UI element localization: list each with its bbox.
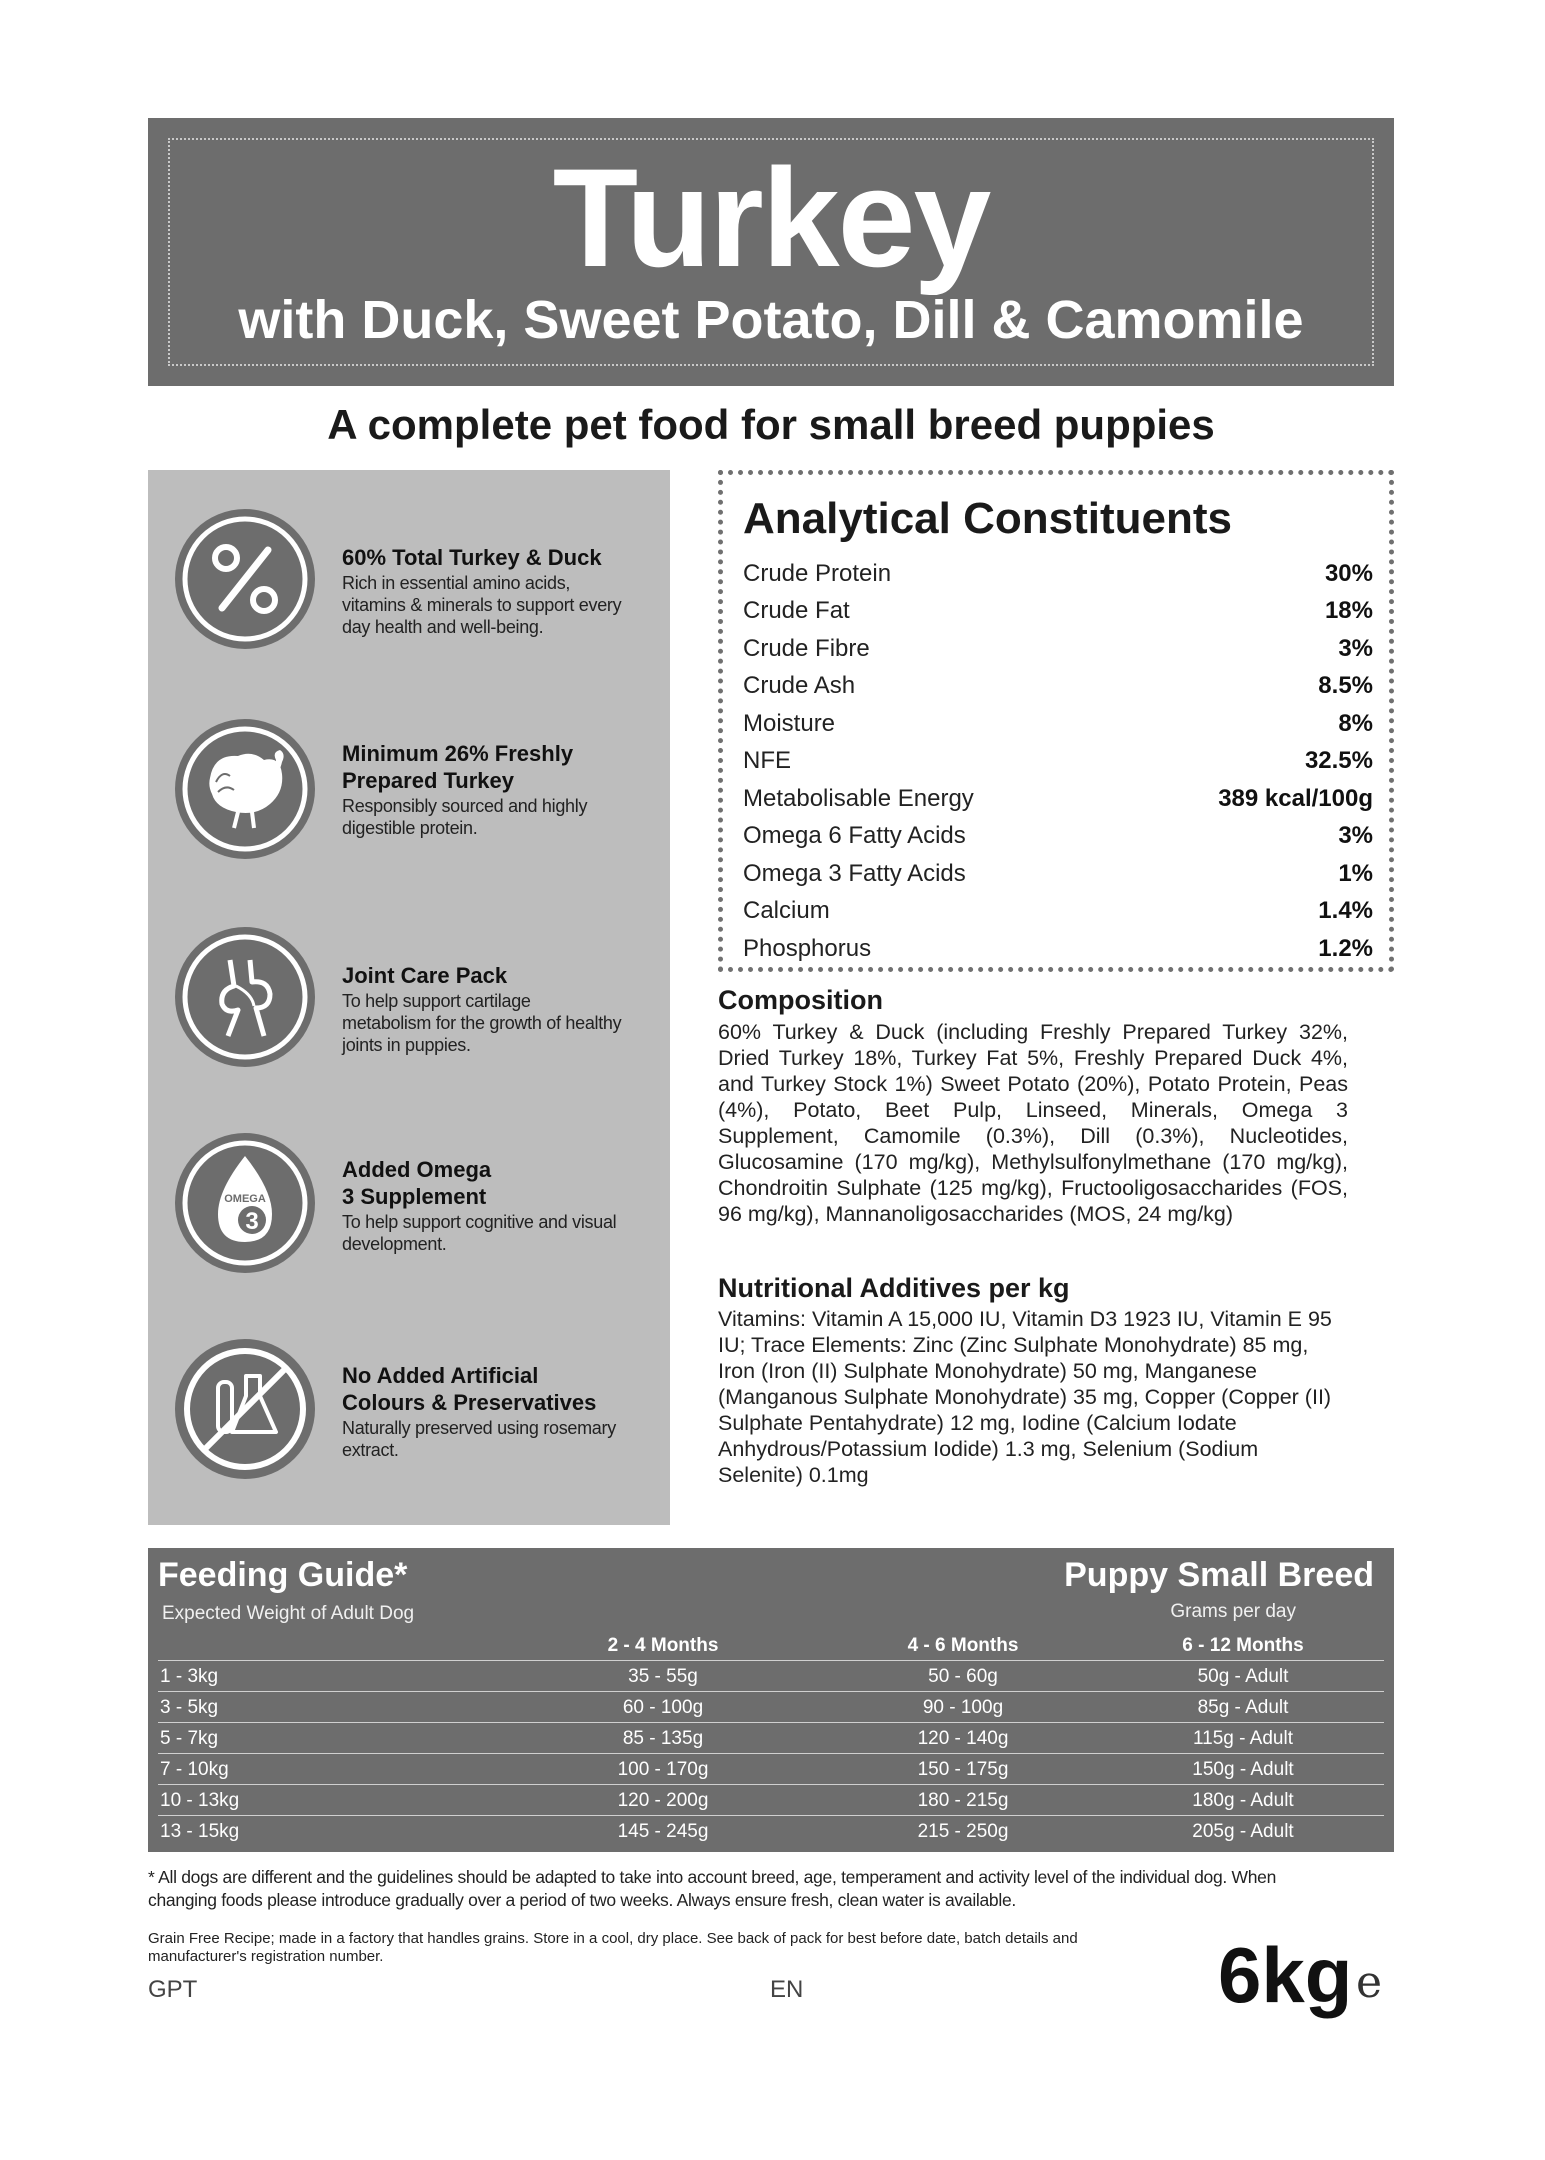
table-row: 7 - 10kg 100 - 170g 150 - 175g 150g - Adult <box>158 1754 1384 1785</box>
feeding-footnote: * All dogs are different and the guidelines should be adapted to take into account breed, age, temperament and activity level of the individual dog. When changing foods please introduce gradually over a period of two weeks. Always ensure fresh, clean water is available. <box>148 1867 1277 1910</box>
no-chemicals-icon <box>172 1336 318 1482</box>
feature-text <box>342 1156 662 1255</box>
composition-title: Composition <box>718 985 883 1015</box>
constituent-row: Phosphorus 1.2% <box>743 934 1373 962</box>
feature-title: Joint Care Pack <box>342 963 508 988</box>
feature-text <box>342 1362 662 1461</box>
table-row: 5 - 7kg 85 - 135g 120 - 140g 115g - Adult <box>158 1723 1384 1754</box>
storage-note: Grain Free Recipe; made in a factory that handles grains. Store in a cool, dry place. See back of pack for best before date, batch details and manufacturer's registration number. <box>148 1930 1078 1965</box>
feature-title: Minimum 26% Freshly Prepared Turkey <box>342 741 574 793</box>
svg-text:3: 3 <box>245 1208 259 1235</box>
analytical-title: Analytical Constituents <box>743 494 1232 543</box>
percent-icon <box>172 506 318 652</box>
language-code: EN <box>770 1976 804 2003</box>
additives-text: Vitamins: Vitamin A 15,000 IU, Vitamin D3 1923 IU, Vitamin E 95 IU; Trace Elements: Zinc (Zinc Sulphate Monohydrate) 85 mg, Iron (Iron (II) Sulphate Monohydrate) 50 mg, Manganese (Manganous Sulphate Monohydrate) 35 mg, Copper (Copper (II) Sulphate Pentahydrate) 12 mg, Iodine (Calcium Iodate Anhydrous/Potassium Iodide) 1.3 mg, Selenium (Sodium Selenite) 0.1mg <box>718 1307 1332 1487</box>
feeding-guide-breed: Puppy Small Breed <box>1064 1556 1374 1594</box>
features-panel <box>148 470 670 1525</box>
feeding-guide-title: Feeding Guide* <box>158 1556 408 1594</box>
constituent-row: Crude Ash 8.5% <box>743 672 1373 700</box>
table-row: 10 - 13kg 120 - 200g 180 - 215g 180g - Adult <box>158 1785 1384 1816</box>
svg-text:OMEGA: OMEGA <box>224 1193 266 1205</box>
feeding-table <box>158 1630 1384 1847</box>
feature-item <box>148 506 670 656</box>
feeding-guide <box>148 1548 1394 1852</box>
feature-item <box>148 1336 670 1486</box>
feature-title: No Added Artificial Colours & Preservatives <box>342 1363 597 1415</box>
constituent-row: Metabolisable Energy 389 kcal/100g <box>743 784 1373 812</box>
table-row: 13 - 15kg 145 - 245g 215 - 250g 205g - Adult <box>160 1821 1294 1842</box>
constituent-row: NFE 32.5% <box>743 747 1373 775</box>
constituent-row: Crude Protein 30% <box>743 559 1373 587</box>
feeding-table-header: 2 - 4 Months 4 - 6 Months 6 - 12 Months <box>158 1630 1384 1661</box>
constituent-row: Crude Fat 18% <box>743 597 1373 625</box>
header-banner <box>148 118 1394 386</box>
analytical-constituents-box <box>718 470 1394 972</box>
feature-description: To help support cognitive and visual development. <box>342 1212 617 1254</box>
feature-text <box>342 544 662 638</box>
feature-item <box>148 716 670 866</box>
feature-item <box>148 1130 670 1280</box>
feature-item <box>148 924 670 1074</box>
feature-text <box>342 962 662 1056</box>
product-code: GPT <box>148 1976 198 2003</box>
feature-title: 60% Total Turkey & Duck <box>342 545 602 570</box>
table-row: 1 - 3kg 35 - 55g 50 - 60g 50g - Adult <box>158 1661 1384 1692</box>
feature-description: Responsibly sourced and highly digestible protein. <box>342 796 588 838</box>
feature-description: To help support cartilage metabolism for the growth of healthy joints in puppies. <box>342 991 622 1055</box>
joint-icon <box>172 924 318 1070</box>
composition-text: 60% Turkey & Duck (including Freshly Prepared Turkey 32%, Dried Turkey 18%, Turkey Fat 5%, Freshly Prepared Duck 4%, and Turkey Stock 1%) Sweet Potato (20%), Potato Protein, Peas (4%), Potato, Beet Pulp, Linseed, Minerals, Omega 3 Supplement, Camomile (0.3%), Dill (0.3%), Nucleotides, Glucosamine (170 mg/kg), Methylsulfonylmethane (170 mg/kg), Chondroitin Sulphate (125 mg/kg), Fructooligosaccharides (FOS, 96 mg/kg), Mannanoligosaccharides (MOS, 24 mg/kg) <box>718 1020 1348 1226</box>
constituent-row: Omega 3 Fatty Acids 1% <box>743 859 1373 887</box>
constituent-row: Calcium 1.4% <box>743 897 1373 925</box>
estimated-sign-icon: e <box>1356 1957 1383 2008</box>
feature-description: Naturally preserved using rosemary extract. <box>342 1418 616 1460</box>
net-weight: 6kg <box>1218 1931 1353 2019</box>
table-row: 3 - 5kg 60 - 100g 90 - 100g 85g - Adult <box>158 1692 1384 1723</box>
turkey-icon <box>172 716 318 862</box>
tagline: A complete pet food for small breed puppies <box>327 401 1215 448</box>
constituent-row: Crude Fibre 3% <box>743 634 1373 662</box>
additives-title: Nutritional Additives per kg <box>718 1273 1070 1303</box>
product-subtitle: with Duck, Sweet Potato, Dill & Camomile <box>238 290 1304 350</box>
feeding-guide-unit: Grams per day <box>1170 1601 1296 1622</box>
product-title: Turkey <box>552 139 990 296</box>
constituent-row: Moisture 8% <box>743 709 1373 737</box>
feeding-guide-subtitle: Expected Weight of Adult Dog <box>162 1603 415 1624</box>
omega-drop-icon <box>172 1130 318 1276</box>
constituent-row: Omega 6 Fatty Acids 3% <box>743 822 1373 850</box>
feature-description: Rich in essential amino acids, vitamins & minerals to support every day health and well-being. <box>342 573 622 637</box>
feature-text <box>342 740 662 839</box>
feature-title: Added Omega 3 Supplement <box>342 1157 492 1209</box>
